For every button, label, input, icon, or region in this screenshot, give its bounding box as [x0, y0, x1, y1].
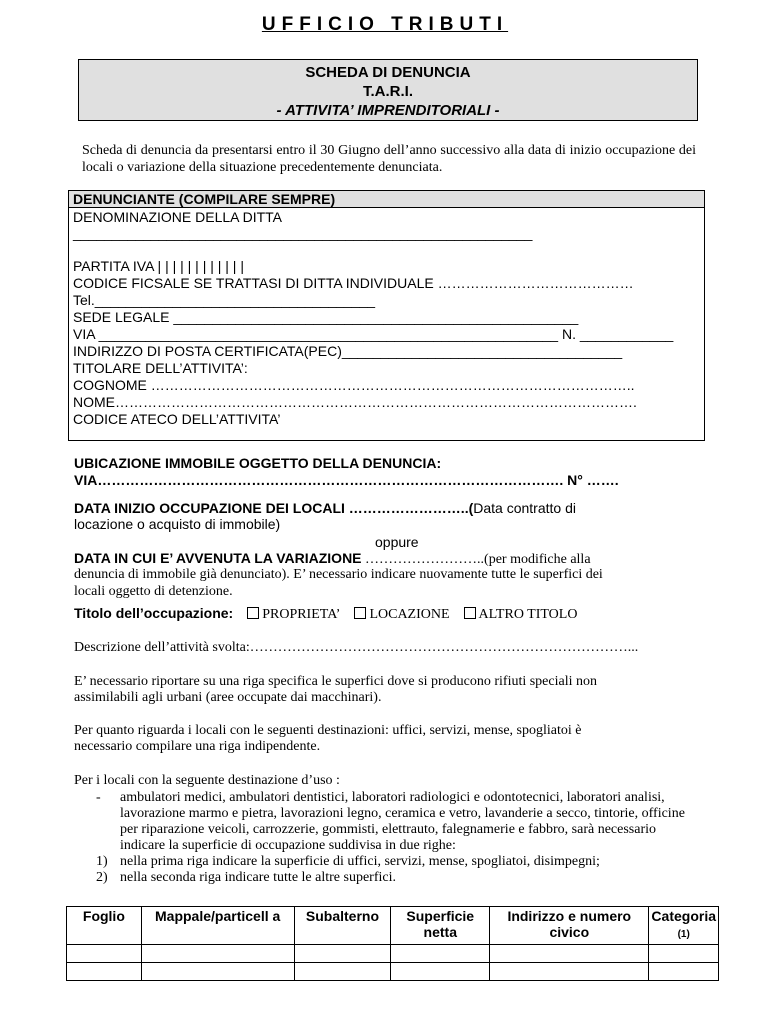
table-cell[interactable]: [67, 945, 142, 963]
ateco-code-field[interactable]: CODICE ATECO DELL’ATTIVITA’: [73, 411, 281, 427]
table-cell[interactable]: [294, 945, 391, 963]
phone-field[interactable]: Tel.____________________________________: [73, 292, 376, 308]
special-waste-note-cont: assimilabili agli urbani (aree occupate dai macchinari).: [74, 690, 382, 705]
table-row: [67, 945, 719, 963]
form-title-box: [78, 59, 698, 121]
form-subtitle: T.A.R.I.: [362, 83, 413, 100]
item-marker: 2): [96, 870, 108, 885]
start-date-label: DATA INIZIO OCCUPAZIONE DEI LOCALI ……………………..(: [74, 500, 474, 516]
list-item: [74, 854, 700, 870]
cadastral-table: [66, 906, 719, 981]
table-cell[interactable]: [141, 945, 294, 963]
holder-label: TITOLARE DELL’ATTIVITA’:: [73, 360, 248, 376]
ownership-checkbox[interactable]: [247, 607, 259, 619]
bullet-text: ambulatori medici, ambulatori dentistici, laboratori radiologici e odontotecnici, laboratori analisi, lavorazione marmo e pietra, lavorazioni legno, ceramica e vetro, lavanderie a secco, tintorie, officine per riparazione veicoli, carrozzerie, gommisti, elettrauto, falegnamerie e fabbro, sarà necessario indicare la superficie di occupazione suddivisa in due righe:: [120, 790, 685, 853]
list-item: [74, 870, 700, 886]
property-heading: UBICAZIONE IMMOBILE OGGETTO DELLA DENUNCIA:: [74, 455, 442, 471]
col-address: Indirizzo e numero civico: [490, 907, 649, 945]
col-sheet: Foglio: [67, 907, 142, 945]
declarant-section: [68, 190, 705, 441]
property-street-field[interactable]: VIA………………………………………………………………………………………. N° …….: [74, 472, 619, 488]
legal-seat-field[interactable]: SEDE LEGALE ____________________________________________________: [73, 309, 579, 325]
change-date-note: ……………………..(per modifiche alla: [361, 552, 591, 567]
surname-field[interactable]: COGNOME …………………………………………………………………………………………..: [73, 377, 635, 393]
category-note: (1): [677, 929, 690, 940]
col-category: [649, 907, 719, 945]
col-net-area: Superficie netta: [391, 907, 490, 945]
category-label: Categoria: [651, 908, 716, 924]
vat-number-field[interactable]: PARTITA IVA | | | | | | | | | | | |: [73, 258, 244, 274]
declarant-heading: DENUNCIANTE (COMPILARE SEMPRE): [69, 191, 704, 208]
bullet-marker: -: [96, 790, 101, 805]
option-ownership[interactable]: PROPRIETA’: [233, 607, 340, 622]
company-name-field[interactable]: ___________________________________________________________: [73, 225, 533, 241]
col-subunit: Subalterno: [294, 907, 391, 945]
office-title: UFFICIO TRIBUTI: [261, 14, 509, 35]
table-cell[interactable]: [490, 945, 649, 963]
start-date-note-cont: locazione o acquisto di immobile): [74, 516, 281, 532]
col-parcel: Mappale/particell a: [141, 907, 294, 945]
table-cell[interactable]: [649, 945, 719, 963]
table-cell[interactable]: [391, 945, 490, 963]
table-cell[interactable]: [649, 963, 719, 981]
form-title: SCHEDA DI DENUNCIA: [305, 64, 471, 81]
street-field[interactable]: VIA ___________________________________________________________ N. ____________: [73, 326, 674, 342]
use-list: [74, 790, 700, 886]
item-text: nella prima riga indicare la superficie di uffici, servizi, mense, spogliatoi, disimpegni;: [120, 854, 600, 869]
pec-field[interactable]: INDIRIZZO DI POSTA CERTIFICATA(PEC)____________________________________: [73, 343, 623, 359]
table-header-row: [67, 907, 719, 945]
intro-text: Scheda di denuncia da presentarsi entro il 30 Giugno dell’anno successivo alla data di inizio occupazione dei locali o variazione della situazione precedentemente denunciata.: [82, 143, 696, 175]
lease-checkbox[interactable]: [354, 607, 366, 619]
other-title-checkbox[interactable]: [464, 607, 476, 619]
item-marker: 1): [96, 854, 108, 869]
activity-description-field[interactable]: Descrizione dell’attività svolta:………………………………………………………………………...: [74, 640, 639, 655]
start-date-note: Data contratto di: [473, 500, 576, 516]
rooms-note: Per quanto riguarda i locali con le seguenti destinazioni: uffici, servizi, mense, spogliatoi è: [74, 723, 582, 738]
list-item: [74, 790, 700, 854]
item-text: nella seconda riga indicare tutte le altre superfici.: [120, 870, 396, 885]
occupancy-title-row: [74, 605, 577, 623]
tax-code-field[interactable]: CODICE FICSALE SE TRATTASI DI DITTA INDIVIDUALE ……………………………………: [73, 275, 634, 291]
name-field[interactable]: NOME………………………………………………………………………………………………….: [73, 394, 637, 410]
occupancy-title-label: Titolo dell’occupazione:: [74, 605, 234, 621]
change-date-label: DATA IN CUI E’ AVVENUTA LA VARIAZIONE: [74, 550, 362, 566]
use-intro: Per i locali con la seguente destinazione d’uso :: [74, 773, 340, 788]
table-cell[interactable]: [67, 963, 142, 981]
change-note: denuncia di immobile già denunciato). E’ necessario indicare nuovamente tutte le superfici dei: [74, 567, 603, 582]
change-date-field[interactable]: [74, 550, 591, 568]
special-waste-note: E’ necessario riportare su una riga specifica le superfici dove si producono rifiuti speciali non: [74, 674, 597, 689]
option-other-title[interactable]: ALTRO TITOLO: [450, 607, 578, 622]
table-cell[interactable]: [294, 963, 391, 981]
table-row: [67, 963, 719, 981]
table-cell[interactable]: [391, 963, 490, 981]
or-label: oppure: [375, 534, 419, 550]
rooms-note-cont: necessario compilare una riga indipendente.: [74, 739, 321, 754]
table-cell[interactable]: [141, 963, 294, 981]
option-lease[interactable]: LOCAZIONE: [340, 607, 449, 622]
table-cell[interactable]: [490, 963, 649, 981]
form-category: - ATTIVITA’ IMPRENDITORIALI -: [276, 102, 500, 119]
start-date-field[interactable]: [74, 500, 576, 516]
change-note-cont: locali oggetto di detenzione.: [74, 584, 233, 599]
company-name-label: DENOMINAZIONE DELLA DITTA: [73, 209, 282, 225]
